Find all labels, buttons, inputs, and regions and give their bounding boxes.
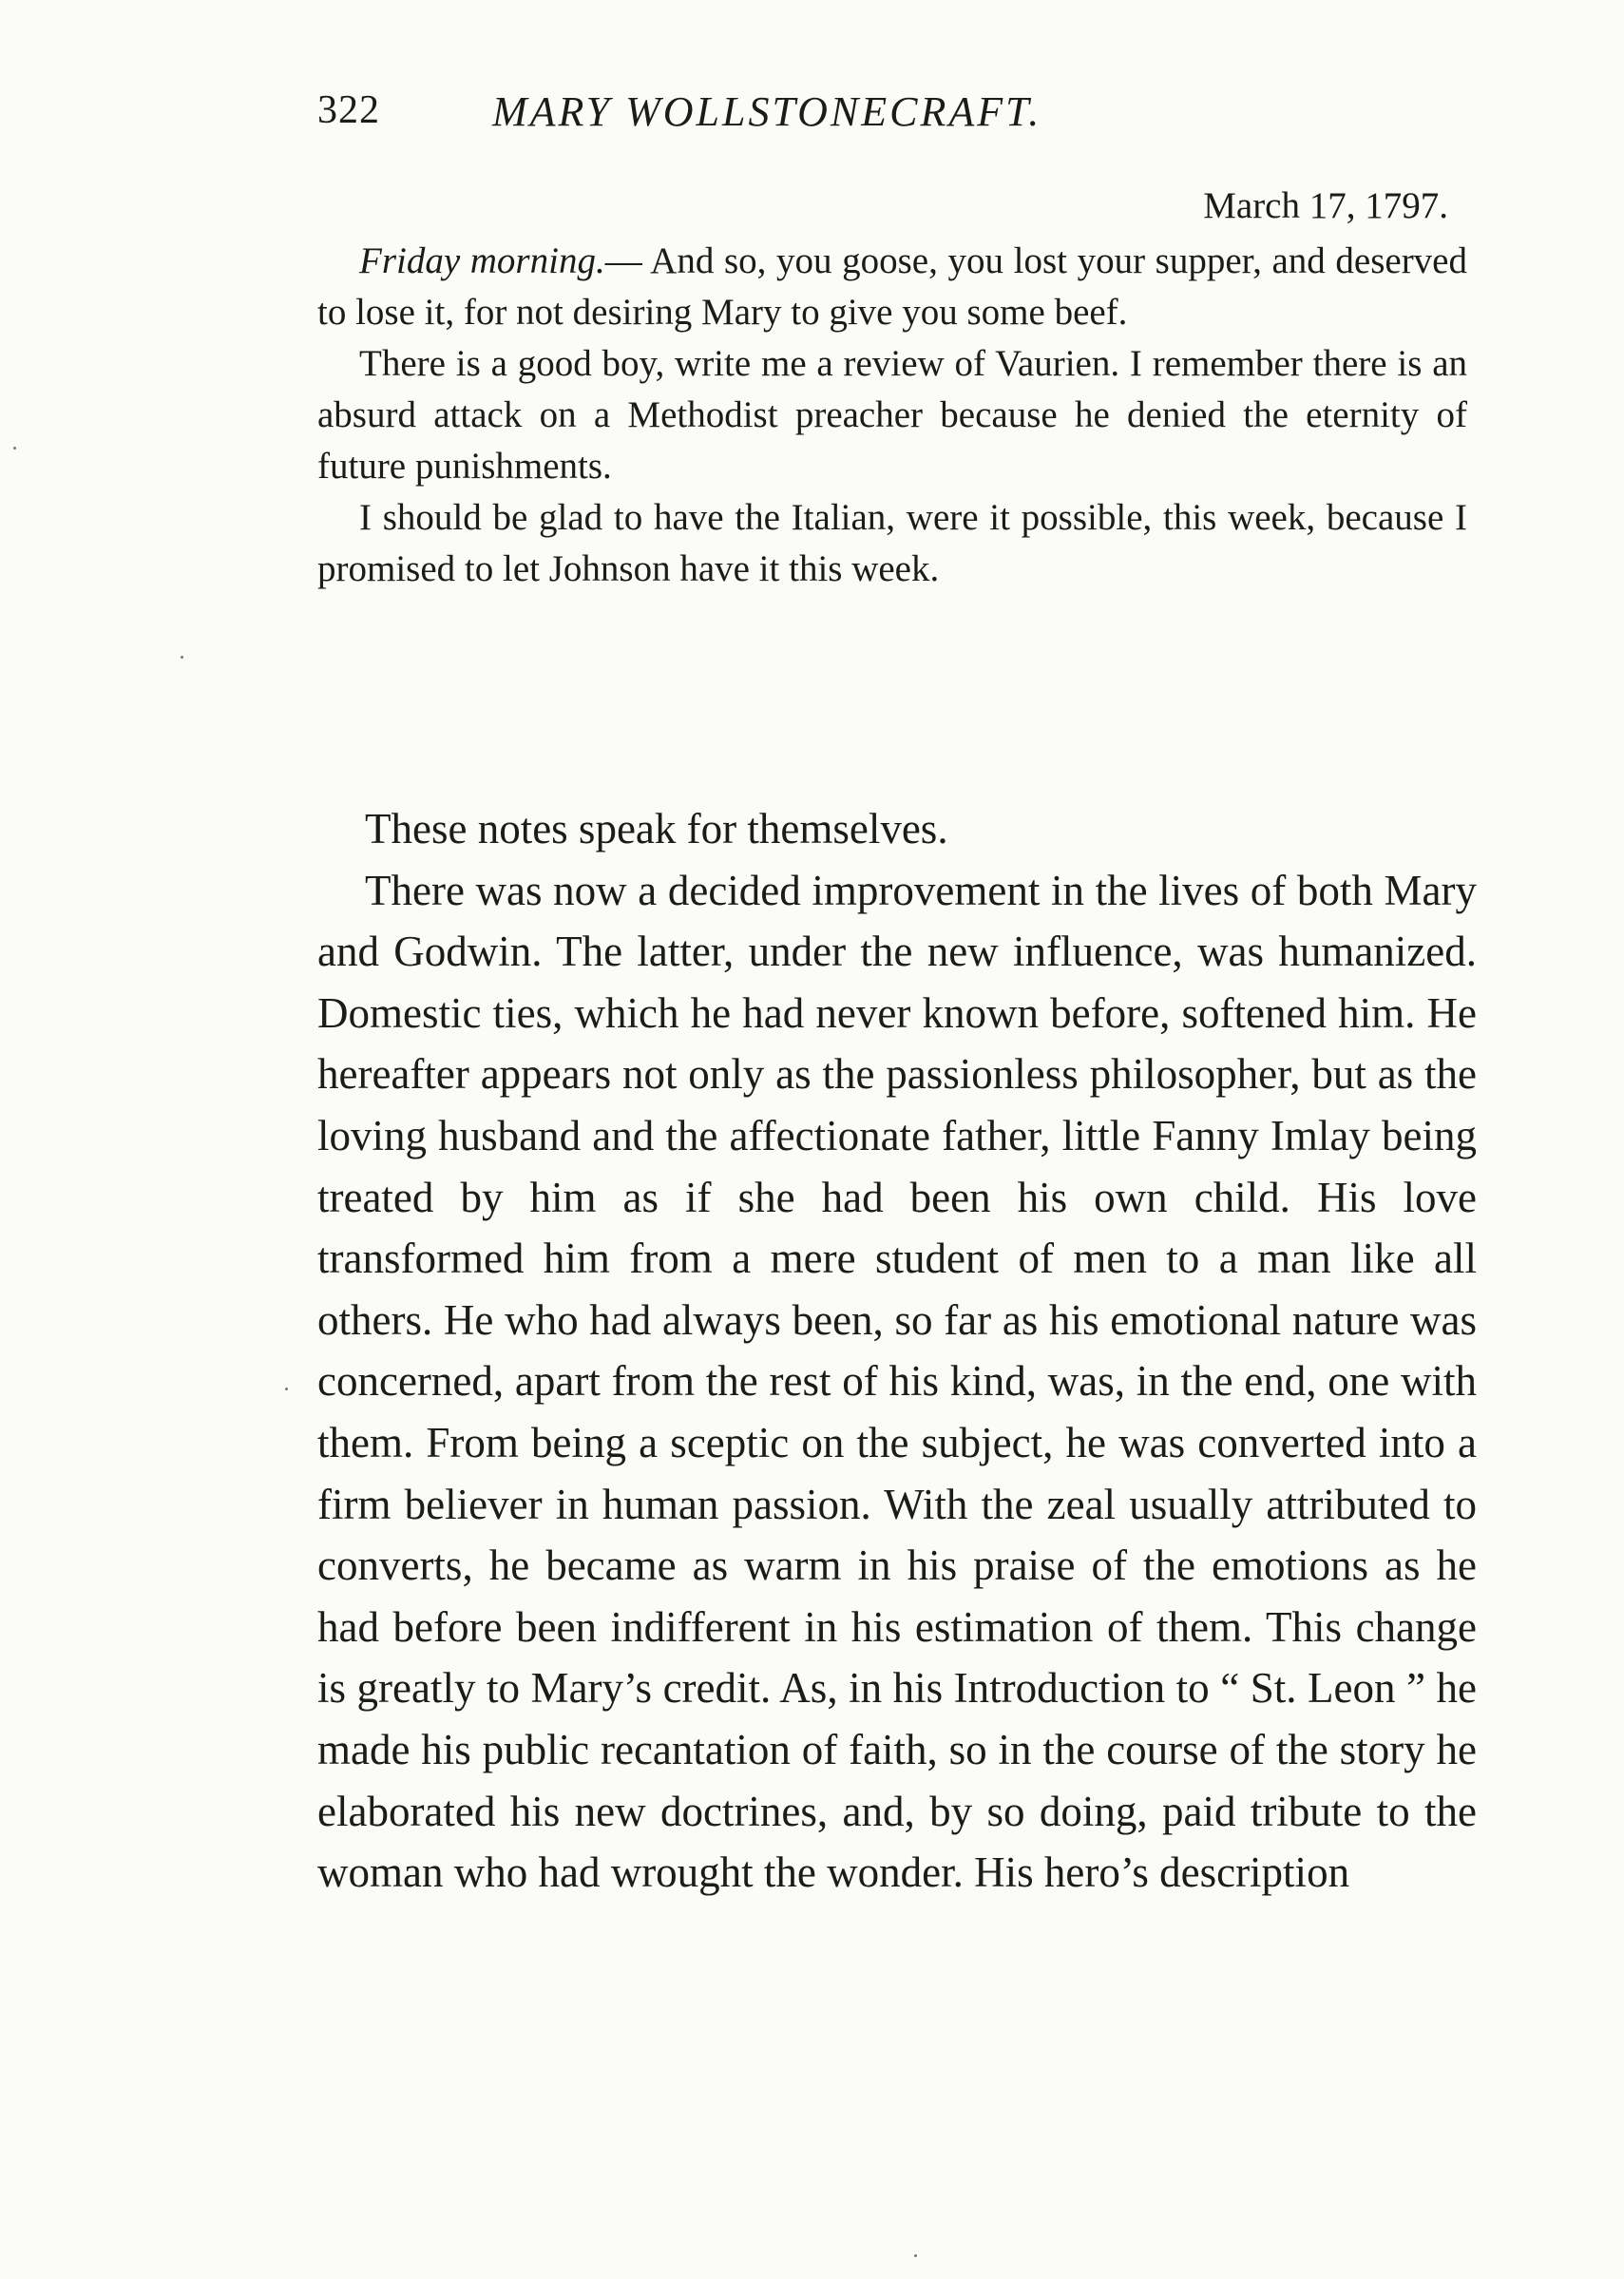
scan-speck — [285, 1388, 288, 1390]
letter-paragraph-text: — And so, you goose, you lost your supper, and deserved to lose it, for not desiring Mary to give you some beef. — [317, 240, 1467, 333]
body-text — [317, 798, 1477, 1904]
letter-paragraph — [317, 236, 1467, 338]
letter-paragraph: I should be glad to have the Italian, were it possible, this week, because I promised to let Johnson have it this week. — [317, 497, 1467, 589]
scan-speck — [13, 447, 16, 450]
letter-date: March 17, 1797. — [1203, 185, 1448, 226]
scan-speck — [914, 2254, 917, 2257]
scan-speck — [181, 656, 183, 659]
body-paragraph: These notes speak for themselves. — [365, 805, 948, 852]
letter-salutation: Friday morning. — [359, 240, 605, 281]
letter-block — [317, 181, 1467, 595]
page-header — [317, 87, 1496, 144]
running-title: MARY WOLLSTONECRAFT. — [492, 88, 1042, 135]
letter-paragraph: There is a good boy, write me a review of Vaurien. I remember there is an absurd attack on a Methodist preacher because he denied the eternity of future punishments. — [317, 343, 1467, 487]
page-number: 322 — [317, 88, 380, 132]
body-paragraph: There was now a decided improvement in the lives of both Mary and Godwin. The latter, under the new influence, was humanized. Domestic ties, which he had never known before, softened him. He hereafter appears not only as the passionless philosopher, but as the loving husband and the affectionate father, little Fanny Imlay being treated by him as if she had been his own child. His love transformed him from a mere student of men to a man like all others. He who had always been, so far as his emotional nature was concerned, apart from the rest of his kind, was, in the end, one with them. From being a sceptic on the subject, he was converted into a firm believer in human passion. With the zeal usually attributed to converts, he became as warm in his praise of the emotions as he had before been indifferent in his estimation of them. This change is greatly to Mary’s credit. As, in his Introduction to “ St. Leon ” he made his public recantation of faith, so in the course of the story he elaborated his new doctrines, and, by so doing, paid tribute to the woman who had wrought the wonder. His hero’s description — [317, 866, 1477, 1897]
